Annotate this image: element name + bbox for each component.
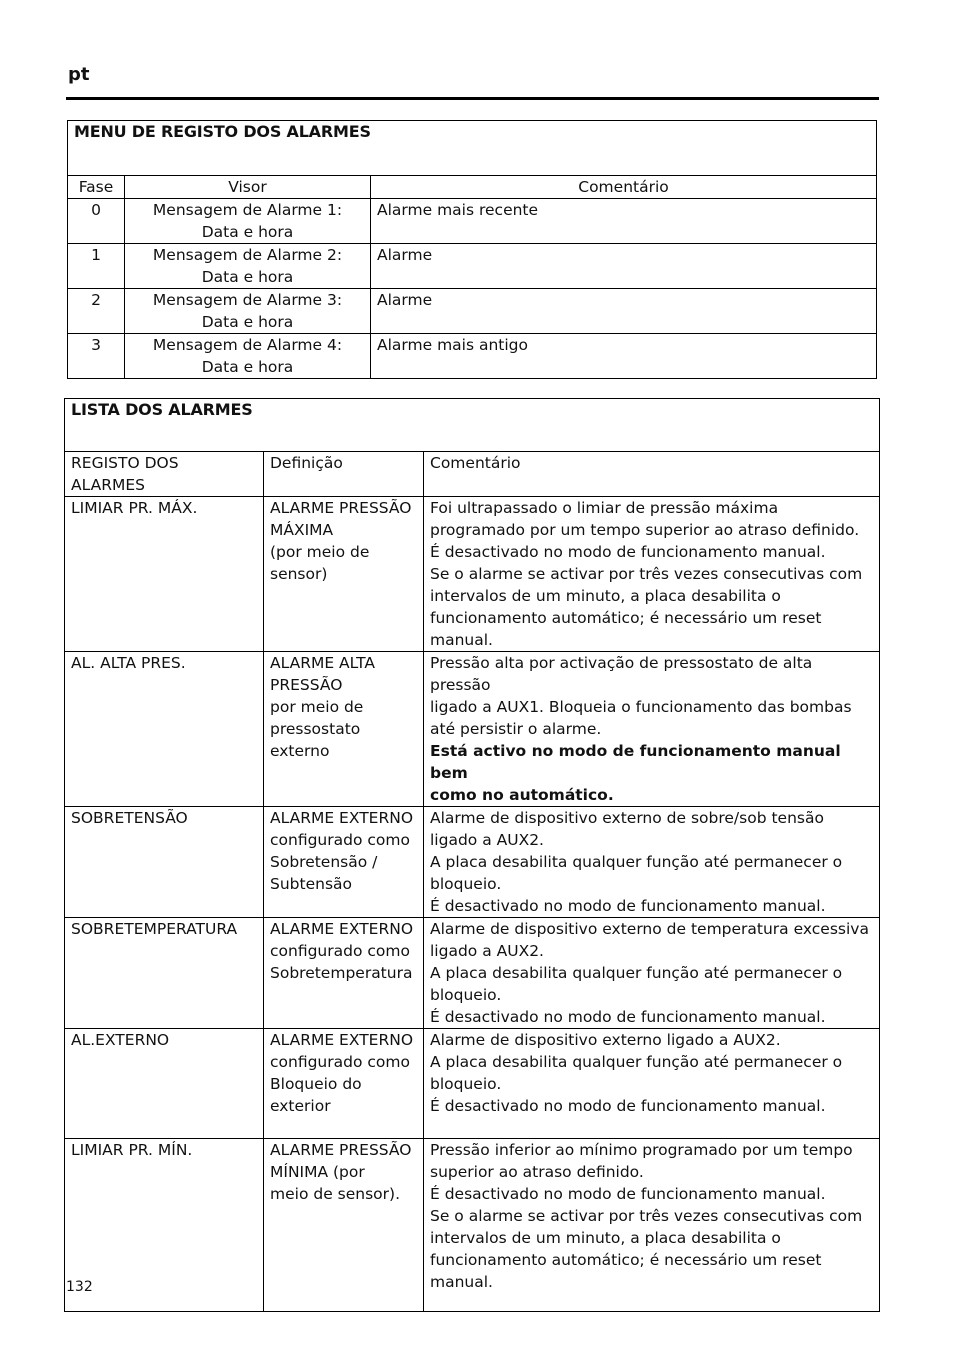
table-row xyxy=(65,1029,880,1139)
line: ALARME PRESSÃO xyxy=(270,499,412,517)
table-row xyxy=(65,1139,880,1312)
comentario-cell xyxy=(424,497,880,652)
line: Alarme de dispositivo externo de sobre/sob tensão xyxy=(430,809,824,827)
line: Subtensão xyxy=(270,875,352,893)
line: Pressão inferior ao mínimo programado por um tempo xyxy=(430,1141,853,1159)
visor-datetime: Data e hora xyxy=(201,358,294,376)
definicao-cell xyxy=(264,1139,424,1312)
fase-cell: 0 xyxy=(68,199,125,244)
fase-cell: 2 xyxy=(68,289,125,334)
header-fase: Fase xyxy=(68,176,125,199)
line: ALARME EXTERNO xyxy=(270,1031,414,1049)
alarm-log-menu-title: MENU DE REGISTO DOS ALARMES xyxy=(68,121,877,176)
table-row xyxy=(65,652,880,807)
definicao-cell xyxy=(264,652,424,807)
comment-cell: Alarme xyxy=(371,289,877,334)
line: A placa desabilita qualquer função até permanecer o xyxy=(430,853,843,871)
alarm-list-table xyxy=(64,398,880,1312)
line: por meio de xyxy=(270,698,364,716)
line: Se o alarme se activar por três vezes consecutivas com xyxy=(430,1207,863,1225)
line: MÍNIMA (por xyxy=(270,1163,365,1181)
comentario-cell xyxy=(424,652,880,807)
line: Pressão alta por activação de pressostato de alta pressão xyxy=(430,654,813,694)
line: MÁXIMA xyxy=(270,521,334,539)
line: funcionamento automático; é necessário um reset xyxy=(430,609,822,627)
definicao-cell xyxy=(264,807,424,918)
header-visor: Visor xyxy=(125,176,371,199)
line: Alarme de dispositivo externo ligado a AUX2. xyxy=(430,1031,781,1049)
table-row xyxy=(65,807,880,918)
visor-message: Mensagem de Alarme 1: xyxy=(152,201,343,219)
table-row xyxy=(65,497,880,652)
comentario-cell xyxy=(424,807,880,918)
line: bloqueio. xyxy=(430,986,502,1004)
line: ALARME ALTA xyxy=(270,654,376,672)
line: superior ao atraso definido. xyxy=(430,1163,644,1181)
registo-cell: LIMIAR PR. MÍN. xyxy=(65,1139,264,1312)
registo-cell: LIMIAR PR. MÁX. xyxy=(65,497,264,652)
comentario-cell xyxy=(424,1139,880,1312)
visor-message: Mensagem de Alarme 3: xyxy=(152,291,343,309)
alarm-log-menu-table xyxy=(67,120,877,379)
line: A placa desabilita qualquer função até permanecer o xyxy=(430,964,843,982)
line: Sobretensão / xyxy=(270,853,378,871)
visor-cell xyxy=(125,199,371,244)
line: até persistir o alarme. xyxy=(430,720,602,738)
table-row xyxy=(68,334,877,379)
line: Foi ultrapassado o limiar de pressão máxima xyxy=(430,499,779,517)
line: ligado a AUX2. xyxy=(430,831,544,849)
line: intervalos de um minuto, a placa desabilita o xyxy=(430,1229,781,1247)
line: ligado a AUX1. Bloqueia o funcionamento das bombas xyxy=(430,698,852,716)
line: programado por um tempo superior ao atraso definido. xyxy=(430,521,860,539)
line: É desactivado no modo de funcionamento manual. xyxy=(430,1185,826,1203)
table-row xyxy=(68,199,877,244)
registo-cell: AL.EXTERNO xyxy=(65,1029,264,1139)
registo-cell: AL. ALTA PRES. xyxy=(65,652,264,807)
header-definicao: Definição xyxy=(264,452,424,497)
line: intervalos de um minuto, a placa desabilita o xyxy=(430,587,781,605)
visor-cell xyxy=(125,244,371,289)
visor-message: Mensagem de Alarme 4: xyxy=(152,336,343,354)
line: É desactivado no modo de funcionamento manual. xyxy=(430,543,826,561)
line: É desactivado no modo de funcionamento manual. xyxy=(430,1008,826,1026)
header-rule xyxy=(66,97,879,100)
visor-datetime: Data e hora xyxy=(201,268,294,286)
comment-cell: Alarme mais recente xyxy=(371,199,877,244)
table-row xyxy=(65,918,880,1029)
line: ligado a AUX2. xyxy=(430,942,544,960)
line: manual. xyxy=(430,1273,493,1291)
page-number: 132 xyxy=(66,1279,93,1295)
line: exterior xyxy=(270,1097,331,1115)
visor-datetime: Data e hora xyxy=(201,223,294,241)
registo-cell: SOBRETENSÃO xyxy=(65,807,264,918)
line: (por meio de xyxy=(270,543,370,561)
definicao-cell xyxy=(264,497,424,652)
line: A placa desabilita qualquer função até permanecer o xyxy=(430,1053,843,1071)
fase-cell: 3 xyxy=(68,334,125,379)
line: configurado como xyxy=(270,831,410,849)
line: configurado como xyxy=(270,1053,410,1071)
comment-cell: Alarme xyxy=(371,244,877,289)
line: Alarme de dispositivo externo de temperatura excessiva xyxy=(430,920,869,938)
line: bloqueio. xyxy=(430,875,502,893)
line: externo xyxy=(270,742,330,760)
table-row xyxy=(68,244,877,289)
language-code: pt xyxy=(68,64,90,85)
line: É desactivado no modo de funcionamento manual. xyxy=(430,1097,826,1115)
line-bold: como no automático. xyxy=(430,786,614,804)
comentario-cell xyxy=(424,918,880,1029)
line: ALARME PRESSÃO xyxy=(270,1141,412,1159)
line: Sobretemperatura xyxy=(270,964,413,982)
line: funcionamento automático; é necessário um reset xyxy=(430,1251,822,1269)
line: pressostato xyxy=(270,720,361,738)
alarm-list-title: LISTA DOS ALARMES xyxy=(65,399,880,452)
comentario-cell xyxy=(424,1029,880,1139)
line: ALARME EXTERNO xyxy=(270,809,414,827)
fase-cell: 1 xyxy=(68,244,125,289)
line: Bloqueio do xyxy=(270,1075,362,1093)
visor-cell xyxy=(125,289,371,334)
header-registo xyxy=(65,452,264,497)
visor-cell xyxy=(125,334,371,379)
line: configurado como xyxy=(270,942,410,960)
line: É desactivado no modo de funcionamento manual. xyxy=(430,897,826,915)
header-comentario: Comentário xyxy=(424,452,880,497)
line: sensor) xyxy=(270,565,328,583)
registo-cell: SOBRETEMPERATURA xyxy=(65,918,264,1029)
line: manual. xyxy=(430,631,493,649)
line: PRESSÃO xyxy=(270,676,343,694)
header-registo-line: REGISTO DOS xyxy=(71,454,179,472)
line-bold: Está activo no modo de funcionamento manual bem xyxy=(430,742,841,782)
table-row xyxy=(68,289,877,334)
comment-cell: Alarme mais antigo xyxy=(371,334,877,379)
definicao-cell xyxy=(264,918,424,1029)
visor-datetime: Data e hora xyxy=(201,313,294,331)
header-registo-line: ALARMES xyxy=(71,476,145,494)
visor-message: Mensagem de Alarme 2: xyxy=(152,246,343,264)
line: ALARME EXTERNO xyxy=(270,920,414,938)
definicao-cell xyxy=(264,1029,424,1139)
line: bloqueio. xyxy=(430,1075,502,1093)
line: meio de sensor). xyxy=(270,1185,400,1203)
header-comentario: Comentário xyxy=(371,176,877,199)
line: Se o alarme se activar por três vezes consecutivas com xyxy=(430,565,863,583)
